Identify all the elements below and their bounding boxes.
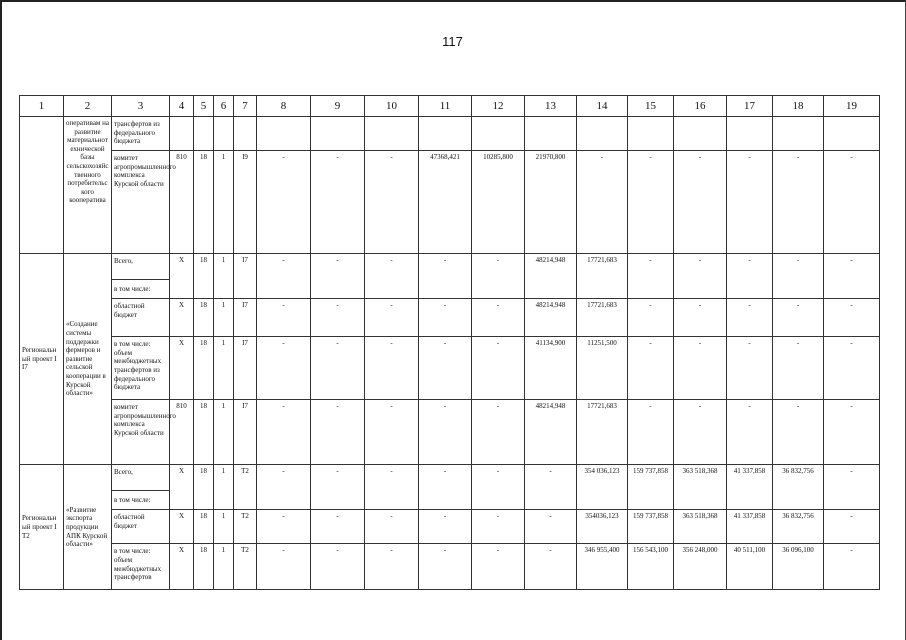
code-cell: 1 <box>214 510 234 544</box>
value-cell: - <box>824 400 880 465</box>
code-cell: X <box>170 510 194 544</box>
value-cell <box>577 117 628 151</box>
value-cell: 48214,948 <box>525 400 577 465</box>
table-row <box>20 400 880 465</box>
value-cell: - <box>727 400 773 465</box>
code-cell: I7 <box>234 337 257 400</box>
code-cell: X <box>170 299 194 337</box>
header-cell: 9 <box>311 96 365 117</box>
header-cell: 1 <box>20 96 64 117</box>
value-cell <box>824 117 880 151</box>
code-cell: 18 <box>194 254 214 299</box>
value-cell: - <box>311 337 365 400</box>
table-row <box>20 510 880 544</box>
value-cell: - <box>674 337 727 400</box>
code-cell: 1 <box>214 151 234 254</box>
value-cell: 47368,421 <box>419 151 472 254</box>
code-cell: T2 <box>234 544 257 590</box>
value-cell: 17721,683 <box>577 299 628 337</box>
value-cell: - <box>365 254 419 299</box>
name-cell: «Создание системы поддержки фермеров и развитие сельской кооперации в Курской области» <box>64 254 112 465</box>
value-cell: - <box>365 544 419 590</box>
page-number: 117 <box>442 34 463 49</box>
value-cell: - <box>727 299 773 337</box>
value-cell: - <box>311 151 365 254</box>
value-cell: 36 832,756 <box>773 510 824 544</box>
value-cell: - <box>257 465 311 510</box>
value-cell: - <box>311 544 365 590</box>
code-cell: 1 <box>214 400 234 465</box>
value-cell: - <box>824 544 880 590</box>
value-cell: - <box>525 544 577 590</box>
source-label: Всего, <box>114 468 133 477</box>
value-cell: - <box>419 544 472 590</box>
header-cell: 8 <box>257 96 311 117</box>
value-cell: - <box>419 400 472 465</box>
source-sublabel: в том числе: <box>112 490 169 510</box>
source-label: областной бюджет <box>114 513 145 530</box>
header-cell: 3 <box>112 96 170 117</box>
value-cell: 354036,123 <box>577 510 628 544</box>
value-cell: - <box>773 400 824 465</box>
value-cell <box>419 117 472 151</box>
value-cell: 36 096,100 <box>773 544 824 590</box>
header-cell: 15 <box>628 96 674 117</box>
value-cell: 17721,683 <box>577 400 628 465</box>
code-cell: 1 <box>214 254 234 299</box>
value-cell: - <box>257 151 311 254</box>
code-cell <box>170 117 194 151</box>
value-cell: - <box>472 400 525 465</box>
code-cell: 18 <box>194 337 214 400</box>
header-row <box>20 96 880 117</box>
value-cell: - <box>674 400 727 465</box>
value-cell: - <box>311 400 365 465</box>
header-cell: 12 <box>472 96 525 117</box>
value-cell: - <box>773 151 824 254</box>
table-row <box>20 465 880 510</box>
value-cell: - <box>472 299 525 337</box>
value-cell: - <box>824 151 880 254</box>
source-cell <box>112 510 170 544</box>
value-cell: 11251,500 <box>577 337 628 400</box>
header-cell: 14 <box>577 96 628 117</box>
value-cell <box>257 117 311 151</box>
header-cell: 4 <box>170 96 194 117</box>
name-cell: «Развитие экспорта продукции АПК Курской области» <box>64 465 112 590</box>
table-row <box>20 299 880 337</box>
value-cell: 10285,800 <box>472 151 525 254</box>
header-cell: 7 <box>234 96 257 117</box>
value-cell: 48214,948 <box>525 254 577 299</box>
source-cell <box>112 400 176 465</box>
table-row <box>20 544 880 590</box>
value-cell: - <box>824 337 880 400</box>
value-cell: - <box>628 151 674 254</box>
value-cell: - <box>824 465 880 510</box>
value-cell <box>311 117 365 151</box>
value-cell: - <box>824 299 880 337</box>
value-cell: - <box>257 510 311 544</box>
value-cell: 363 518,368 <box>674 465 727 510</box>
value-cell: - <box>628 254 674 299</box>
table-row <box>20 337 880 400</box>
value-cell: - <box>365 510 419 544</box>
value-cell: - <box>257 299 311 337</box>
value-cell: - <box>311 299 365 337</box>
code-cell: X <box>170 465 194 510</box>
value-cell: - <box>674 299 727 337</box>
value-cell: 159 737,858 <box>628 510 674 544</box>
header-cell: 18 <box>773 96 824 117</box>
value-cell <box>472 117 525 151</box>
value-cell: - <box>365 151 419 254</box>
code-cell: 18 <box>194 151 214 254</box>
source-cell <box>112 465 170 510</box>
value-cell: 363 518,368 <box>674 510 727 544</box>
code-cell: 810 <box>170 151 194 254</box>
value-cell: 41 337,858 <box>727 465 773 510</box>
value-cell: - <box>674 254 727 299</box>
value-cell: 36 832,756 <box>773 465 824 510</box>
code-cell: X <box>170 544 194 590</box>
header-cell: 11 <box>419 96 472 117</box>
source-label: трансфертов из федерального бюджета <box>114 120 160 146</box>
table-row <box>20 254 880 299</box>
code-cell: 1 <box>214 337 234 400</box>
value-cell: - <box>257 337 311 400</box>
status-cell: Региональный проект I T2 <box>20 465 64 590</box>
value-cell: - <box>311 510 365 544</box>
status-cell <box>20 117 64 254</box>
value-cell: 21970,800 <box>525 151 577 254</box>
value-cell: - <box>419 299 472 337</box>
header-cell: 16 <box>674 96 727 117</box>
source-sublabel: в том числе: <box>112 279 169 299</box>
code-cell <box>214 117 234 151</box>
code-cell: 18 <box>194 400 214 465</box>
header-cell: 10 <box>365 96 419 117</box>
table-row <box>20 117 880 151</box>
value-cell: - <box>628 337 674 400</box>
value-cell: - <box>824 510 880 544</box>
value-cell: - <box>472 544 525 590</box>
code-cell: I9 <box>234 151 257 254</box>
source-label: в том числе: объем межбюджетных трансфертов из федерального бюджета <box>114 340 162 392</box>
name-cell: оперативам на развитие материальнотехнической базы сельскохозяйственного потребительского кооператива <box>64 117 112 254</box>
value-cell: - <box>365 299 419 337</box>
value-cell: - <box>525 510 577 544</box>
value-cell: - <box>419 465 472 510</box>
value-cell: 156 543,100 <box>628 544 674 590</box>
source-label: комитет агропромышленного комплекса Курской области <box>114 154 176 188</box>
value-cell: 40 511,100 <box>727 544 773 590</box>
header-cell: 19 <box>824 96 880 117</box>
value-cell: - <box>472 465 525 510</box>
code-cell: X <box>170 254 194 299</box>
value-cell <box>727 117 773 151</box>
code-cell: 1 <box>214 465 234 510</box>
code-cell: 18 <box>194 465 214 510</box>
value-cell: - <box>628 299 674 337</box>
value-cell <box>365 117 419 151</box>
value-cell: - <box>311 254 365 299</box>
code-cell: I7 <box>234 254 257 299</box>
value-cell <box>674 117 727 151</box>
source-label: в том числе: объем межбюджетных трансфертов <box>114 547 162 582</box>
value-cell <box>628 117 674 151</box>
table-row <box>20 151 880 254</box>
value-cell: - <box>773 299 824 337</box>
code-cell: 810 <box>170 400 194 465</box>
code-cell: X <box>170 337 194 400</box>
header-cell: 6 <box>214 96 234 117</box>
value-cell: - <box>727 254 773 299</box>
code-cell: 18 <box>194 299 214 337</box>
value-cell: 48214,948 <box>525 299 577 337</box>
source-cell <box>112 337 170 400</box>
value-cell <box>773 117 824 151</box>
value-cell: - <box>773 254 824 299</box>
code-cell: 1 <box>214 544 234 590</box>
code-cell: I7 <box>234 299 257 337</box>
value-cell: 354 036,123 <box>577 465 628 510</box>
value-cell: - <box>773 337 824 400</box>
code-cell: I7 <box>234 400 257 465</box>
status-cell: Региональный проект I I7 <box>20 254 64 465</box>
value-cell: - <box>257 254 311 299</box>
value-cell: 356 248,000 <box>674 544 727 590</box>
value-cell: - <box>727 337 773 400</box>
code-cell: T2 <box>234 465 257 510</box>
header-cell: 13 <box>525 96 577 117</box>
value-cell: - <box>257 400 311 465</box>
value-cell: 41 337,858 <box>727 510 773 544</box>
value-cell: 17721,683 <box>577 254 628 299</box>
value-cell: - <box>472 254 525 299</box>
value-cell: - <box>365 337 419 400</box>
source-cell <box>112 544 170 590</box>
value-cell: - <box>472 510 525 544</box>
value-cell: - <box>365 465 419 510</box>
value-cell: - <box>628 400 674 465</box>
value-cell: - <box>419 254 472 299</box>
header-cell: 5 <box>194 96 214 117</box>
source-cell <box>112 117 170 151</box>
source-label: областной бюджет <box>114 302 145 319</box>
code-cell: 18 <box>194 544 214 590</box>
source-cell <box>112 151 176 254</box>
code-cell: 1 <box>214 299 234 337</box>
source-label: комитет агропромышленного комплекса Курской области <box>114 403 176 437</box>
value-cell: 346 955,400 <box>577 544 628 590</box>
value-cell: - <box>525 465 577 510</box>
source-label: Всего, <box>114 257 133 265</box>
header-cell: 17 <box>727 96 773 117</box>
code-cell: 18 <box>194 510 214 544</box>
value-cell: - <box>472 337 525 400</box>
value-cell: - <box>577 151 628 254</box>
value-cell: - <box>727 151 773 254</box>
budget-table <box>19 95 880 590</box>
code-cell: T2 <box>234 510 257 544</box>
source-cell <box>112 254 170 299</box>
value-cell: - <box>419 510 472 544</box>
value-cell <box>525 117 577 151</box>
value-cell: - <box>365 400 419 465</box>
source-cell <box>112 299 170 337</box>
value-cell: - <box>824 254 880 299</box>
value-cell: - <box>257 544 311 590</box>
value-cell: - <box>419 337 472 400</box>
value-cell: 159 737,858 <box>628 465 674 510</box>
value-cell: - <box>311 465 365 510</box>
value-cell: - <box>674 151 727 254</box>
code-cell <box>234 117 257 151</box>
value-cell: 41134,900 <box>525 337 577 400</box>
header-cell: 2 <box>64 96 112 117</box>
code-cell <box>194 117 214 151</box>
